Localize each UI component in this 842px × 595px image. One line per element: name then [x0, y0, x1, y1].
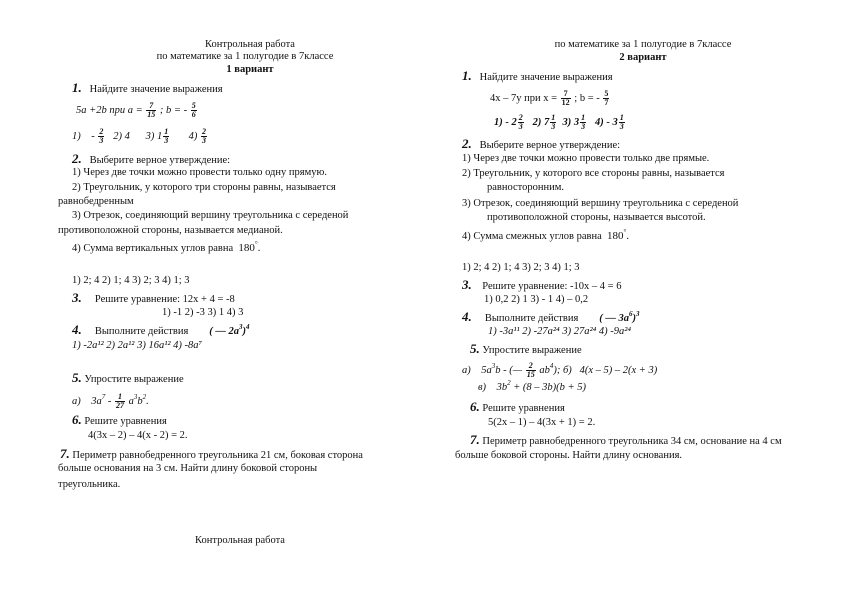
right-q5-expr-v: в) $3b^2 + (8 - 3b)(b + 5)$: [478, 379, 586, 393]
right-q4-answers: 1) -3a¹¹ 2) -27a²⁴ 3) 27a²⁴ 4) -9a²⁴: [488, 326, 632, 337]
left-q2-answers: 1) 2; 4 2) 1; 4 3) 2; 3 4) 1; 3: [72, 275, 190, 286]
left-q2-option-1: 1) Через две точки можно провести только одну прямую.: [72, 167, 327, 178]
right-q2: 2. Выберите верное утверждение:: [462, 136, 621, 151]
left-q6-equation: 4(3x – 2) – 4(x - 2) = 2.: [88, 430, 188, 441]
right-q1-expression: 4x – 7y при x = $\frac{7}{12}$ ; b = - $\frac{5}{7}$: [490, 89, 609, 107]
right-q2-option-4: 4) Сумма смежных углов равна 180°.: [462, 228, 629, 242]
b-fraction: $\frac{5}{6}$: [191, 101, 196, 119]
q1-text: Найдите значение выражения: [89, 84, 223, 95]
right-q2-answers: 1) 2; 4 2) 1; 4 3) 2; 3 4) 1; 3: [462, 262, 580, 273]
q2-number: 2.: [72, 151, 82, 166]
left-q4-answers: 1) -2a¹² 2) 2a¹² 3) 16a¹² 4) -8a⁷: [72, 340, 203, 351]
left-header-subtitle: по математике за 1 полугодие в 7классе: [156, 51, 334, 62]
right-q3-answers: 1) 0,2 2) 1 3) - 1 4) – 0,2: [484, 294, 589, 305]
left-q1-answers: 1) - $\frac{2}{3}$ 2) 4 3) 1 $\frac{1}{3}$ 4) $\frac{2}{3}$: [72, 127, 206, 145]
right-q6-equation: 5(2x – 1) – 4(3x + 1) = 2.: [488, 417, 596, 428]
right-q2-option-2b: равносторонним.: [487, 182, 564, 193]
left-q7-line3: треугольника.: [58, 479, 121, 490]
q2-text: Выберите верное утверждение:: [89, 155, 231, 166]
q1-number: 1.: [72, 80, 82, 95]
left-q1-expression: [76, 102, 198, 119]
right-variant: 2 вариант: [619, 52, 667, 63]
left-q3: 3. Решите уравнение: 12x + 4 = -8: [72, 290, 235, 305]
left-q5-expression: а) $3a^7$ - $\frac{1}{27}$ $a^3b^2$.: [72, 392, 149, 410]
left-q2-option-2a: 2) Треугольник, у которого три стороны равны, называется: [72, 182, 336, 193]
q4-expression: ( — $2a^3)^4$: [209, 323, 250, 337]
right-header: по математике за 1 полугодие в 7классе: [554, 39, 732, 50]
q1-sep: ; b = -: [159, 104, 188, 116]
right-q2-option-3b: противоположной стороны, называется высотой.: [487, 212, 706, 223]
left-q2-option-3b: противоположной стороны, называется медианой.: [58, 225, 283, 236]
left-q2-option-2b: равнобедренным: [58, 196, 134, 207]
left-q4: 4. Выполните действия ( — $2a^3)^4$: [72, 322, 250, 337]
left-q1: [72, 82, 223, 96]
a-fraction: $\frac{7}{15}$: [147, 101, 156, 119]
left-header-title: Контрольная работа: [205, 39, 295, 50]
right-q5: 5. Упростите выражение: [470, 341, 582, 356]
right-q7-line2: больше боковой стороны. Найти длину основания.: [455, 450, 683, 461]
right-q1-answers: 1) - 2 $\frac{2}{3}$ 2) 7 $\frac{1}{3}$ 3) 3 $\frac{1}{3}$ 4) - 3 $\frac{1}{3}$: [494, 113, 624, 131]
left-q7-line1: 7. Периметр равнобедренного треугольника 21 см, боковая сторона: [60, 446, 363, 461]
right-q1: 1. Найдите значение выражения: [462, 68, 613, 83]
left-q3-answers: 1) -1 2) -3 3) 1 4) 3: [162, 307, 244, 318]
left-q2-option-3a: 3) Отрезок, соединяющий вершину треугольника с середеной: [72, 210, 349, 221]
left-q6: 6. Решите уравнения: [72, 412, 167, 427]
right-q2-option-1: 1) Через две точки можно провести только две прямые.: [462, 153, 710, 164]
left-variant: 1 вариант: [226, 64, 274, 75]
left-q2-option-4: 4) Сумма вертикальных углов равна 180°.: [72, 240, 261, 254]
right-q3: 3. Решите уравнение: -10x – 4 = 6: [462, 277, 622, 292]
left-q7-line2: больше основания на 3 см. Найти длину боковой стороны: [58, 463, 318, 474]
q1-expr: 5a +2b при a =: [76, 104, 143, 116]
right-q5-expr-ab: а) $5a^3b$ - (— $\frac{2}{15}$ $ab^4$); б) 4(x – 5) – 2(x + 3): [462, 361, 658, 379]
right-q2-option-2a: 2) Треугольник, у которого все стороны равны, называется: [462, 168, 725, 179]
right-q4: 4. Выполните действия ( — $3a^6)^3$: [462, 309, 640, 324]
right-q6: 6. Решите уравнения: [470, 399, 565, 414]
right-q7-line1: 7. Периметр равнобедренного треугольника 34 см, основание на 4 см: [470, 432, 782, 447]
left-footer: Контрольная работа: [195, 535, 285, 546]
right-q2-option-3a: 3) Отрезок, соединяющий вершину треугольника с середеной: [462, 198, 739, 209]
left-q5: 5. Упростите выражение: [72, 370, 184, 385]
left-q2: [72, 153, 230, 167]
